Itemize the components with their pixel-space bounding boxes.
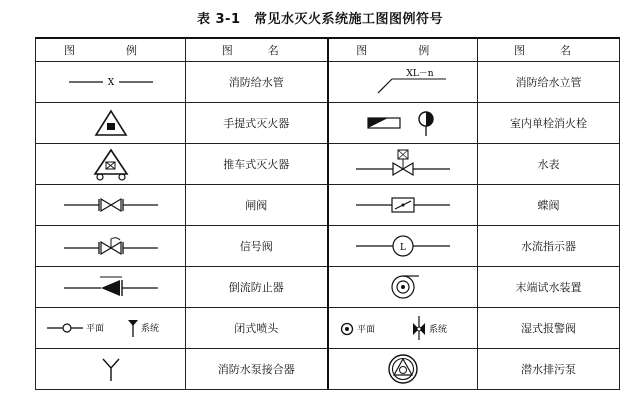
- water-meter-symbol: [328, 144, 478, 185]
- fire-water-pipe-symbol: [36, 62, 186, 103]
- header-name-left: 图 名: [186, 38, 328, 62]
- alarm-valve-plan-label: 平面: [356, 325, 375, 335]
- row-name: 消防水泵接合器: [186, 349, 328, 390]
- gate-valve-symbol: [36, 185, 186, 226]
- table-row: [36, 185, 620, 226]
- signal-valve-symbol: [36, 226, 186, 267]
- row-name: 手提式灭火器: [186, 103, 328, 144]
- legend-table: [35, 37, 620, 390]
- butterfly-valve-symbol: [328, 185, 478, 226]
- alarm-valve-system-label: 系统: [428, 325, 447, 335]
- row-name: 消防给水管: [186, 62, 328, 103]
- row-name: 闭式喷头: [186, 308, 328, 349]
- row-name: 倒流防止器: [186, 267, 328, 308]
- header-legend-left: 图 例: [36, 38, 186, 62]
- table-caption: 表 3-1 常见水灭火系统施工图图例符号: [196, 12, 443, 27]
- table-row: [36, 226, 620, 267]
- sprinkler-system-label: 系统: [140, 324, 159, 334]
- cart-extinguisher-symbol: [36, 144, 186, 185]
- row-name: 闸阀: [186, 185, 328, 226]
- backflow-preventer-symbol: [36, 267, 186, 308]
- row-name: 潜水排污泵: [478, 349, 620, 390]
- table-row: [36, 267, 620, 308]
- flow-indicator-letter: L: [399, 243, 406, 253]
- closed-sprinkler-symbol: [36, 308, 186, 349]
- table-row: [36, 308, 620, 349]
- header-legend-right: 图 例: [328, 38, 478, 62]
- end-test-device-symbol: [328, 267, 478, 308]
- riser-label: XL－n: [406, 69, 434, 79]
- header-name-right: 图 名: [478, 38, 620, 62]
- table-row: [36, 349, 620, 390]
- wet-alarm-valve-symbol: [328, 308, 478, 349]
- row-name: 水流指示器: [478, 226, 620, 267]
- table-header-row: [36, 38, 620, 62]
- submersible-pump-symbol: [328, 349, 478, 390]
- row-name: 室内单栓消火栓: [478, 103, 620, 144]
- sprinkler-plan-label: 平面: [85, 324, 104, 334]
- table-row: [36, 62, 620, 103]
- row-name: 蝶阀: [478, 185, 620, 226]
- row-name: 推车式灭火器: [186, 144, 328, 185]
- indoor-hydrant-symbol: [328, 103, 478, 144]
- portable-extinguisher-symbol: [36, 103, 186, 144]
- flow-indicator-symbol: [328, 226, 478, 267]
- pipe-x-mark: X: [107, 78, 114, 88]
- table-row: [36, 144, 620, 185]
- row-name: 信号阀: [186, 226, 328, 267]
- row-name: 湿式报警阀: [478, 308, 620, 349]
- pump-connector-symbol: [36, 349, 186, 390]
- row-name: 消防给水立管: [478, 62, 620, 103]
- fire-water-riser-symbol: [328, 62, 478, 103]
- row-name: 水表: [478, 144, 620, 185]
- table-row: [36, 103, 620, 144]
- row-name: 末端试水装置: [478, 267, 620, 308]
